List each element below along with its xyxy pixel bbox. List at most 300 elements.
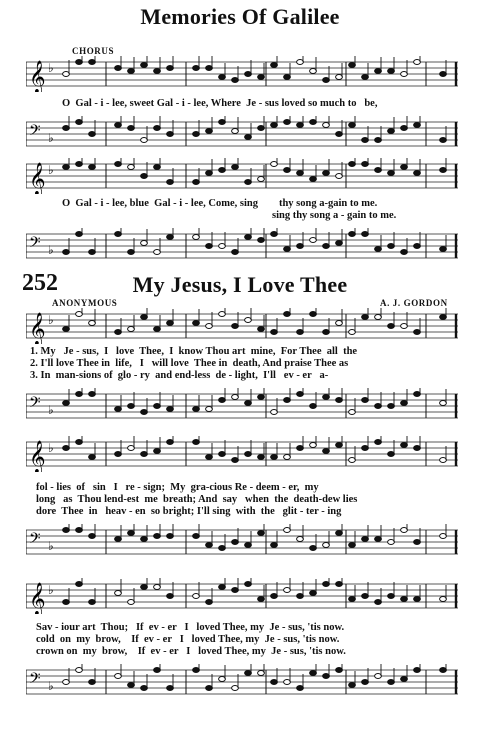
- note-head: [284, 75, 291, 80]
- flat-icon: ♭: [48, 403, 54, 417]
- note-head: [440, 247, 447, 252]
- note-head: [349, 543, 356, 548]
- note-head: [310, 671, 317, 676]
- note-head: [362, 138, 369, 143]
- note-head: [323, 674, 330, 679]
- note-head: [141, 241, 148, 246]
- bass-clef-icon: 𝄢: [29, 670, 41, 691]
- note-head: [440, 168, 447, 173]
- note-head: [89, 600, 96, 605]
- note-head: [414, 123, 421, 128]
- note-head: [232, 686, 239, 691]
- note-head: [128, 165, 135, 170]
- note-head: [206, 171, 213, 176]
- note-head: [271, 455, 278, 460]
- note-head: [141, 174, 148, 179]
- note-head: [206, 324, 213, 329]
- note-head: [401, 126, 408, 131]
- note-head: [219, 398, 226, 403]
- hymn2-treble-staff-2: [26, 436, 458, 472]
- note-head: [63, 126, 70, 131]
- note-head: [349, 330, 356, 335]
- treble-clef-icon: 𝄞: [29, 582, 46, 614]
- note-head: [167, 321, 174, 326]
- note-head: [193, 407, 200, 412]
- note-head: [245, 582, 252, 587]
- note-head: [414, 540, 421, 545]
- note-head: [89, 60, 96, 65]
- staff-graphic: [26, 388, 458, 424]
- hymn2-bass-staff-1: [26, 388, 458, 424]
- note-head: [258, 671, 265, 676]
- note-head: [89, 392, 96, 397]
- note-head: [284, 528, 291, 533]
- note-head: [271, 123, 278, 128]
- note-head: [414, 392, 421, 397]
- note-head: [128, 683, 135, 688]
- bass-clef-icon: 𝄢: [29, 394, 41, 415]
- note-head: [388, 69, 395, 74]
- hymn1-bass-staff-2: [26, 228, 458, 264]
- hymn1-lyric-line-1: O Gal - i - lee, sweet Gal - i - lee, Where Je - sus loved so much to be,: [62, 98, 378, 109]
- note-head: [388, 404, 395, 409]
- note-head: [219, 452, 226, 457]
- note-head: [258, 177, 265, 182]
- note-head: [128, 327, 135, 332]
- note-head: [362, 162, 369, 167]
- treble-clef-icon: 𝄞: [29, 440, 46, 472]
- note-head: [401, 597, 408, 602]
- note-head: [63, 327, 70, 332]
- note-head: [297, 244, 304, 249]
- note-head: [89, 455, 96, 460]
- note-head: [76, 582, 83, 587]
- note-head: [167, 440, 174, 445]
- note-head: [141, 138, 148, 143]
- note-head: [232, 129, 239, 134]
- flat-icon: ♭: [48, 583, 54, 597]
- note-head: [440, 315, 447, 320]
- note-head: [349, 410, 356, 415]
- hymn1-treble-staff-1: [26, 56, 458, 92]
- note-head: [362, 680, 369, 685]
- hymn2-s3-verse1: Sav - iour art Thou; If ev - er I loved Thee, my Je - sus, 'tis now.: [36, 622, 345, 633]
- hymn2-bass-staff-3: [26, 664, 458, 700]
- note-head: [76, 120, 83, 125]
- note-head: [63, 600, 70, 605]
- note-head: [245, 543, 252, 548]
- note-head: [323, 123, 330, 128]
- hymn2-s2-verse2: long as Thou lend-est me breath; And say when the death-dew lies: [36, 494, 358, 505]
- bass-clef-icon: 𝄢: [29, 530, 41, 551]
- note-head: [271, 680, 278, 685]
- note-head: [310, 312, 317, 317]
- note-head: [401, 250, 408, 255]
- note-head: [388, 540, 395, 545]
- words-credit: ANONYMOUS: [52, 298, 118, 308]
- note-head: [362, 537, 369, 542]
- note-head: [336, 531, 343, 536]
- note-head: [245, 180, 252, 185]
- note-head: [232, 588, 239, 593]
- note-head: [414, 171, 421, 176]
- note-head: [258, 126, 265, 131]
- hymn1-lyric-line-2: O Gal - i - lee, blue Gal - i - lee, Come, sing thy song a-gain to me.: [62, 198, 378, 209]
- note-head: [375, 600, 382, 605]
- note-head: [245, 235, 252, 240]
- chorus-label: CHORUS: [72, 46, 115, 56]
- note-head: [232, 250, 239, 255]
- note-head: [284, 455, 291, 460]
- note-head: [115, 407, 122, 412]
- note-head: [297, 686, 304, 691]
- note-head: [336, 398, 343, 403]
- note-head: [297, 330, 304, 335]
- note-head: [193, 132, 200, 137]
- note-head: [128, 250, 135, 255]
- note-head: [76, 668, 83, 673]
- note-head: [154, 449, 161, 454]
- note-head: [245, 671, 252, 676]
- note-head: [414, 446, 421, 451]
- note-head: [141, 63, 148, 68]
- note-head: [401, 401, 408, 406]
- flat-icon: ♭: [48, 679, 54, 693]
- note-head: [362, 398, 369, 403]
- hymn2-treble-staff-1: [26, 308, 458, 344]
- note-head: [284, 588, 291, 593]
- note-head: [89, 321, 96, 326]
- note-head: [193, 235, 200, 240]
- staff-graphic: [26, 158, 458, 194]
- note-head: [323, 395, 330, 400]
- note-head: [206, 66, 213, 71]
- hymn2-s1-verse3: 3. In man-sions of glo - ry and end-less de - light, I'll ev - er a-: [30, 370, 329, 381]
- note-head: [154, 69, 161, 74]
- note-head: [362, 232, 369, 237]
- flat-icon: ♭: [48, 61, 54, 75]
- note-head: [89, 680, 96, 685]
- note-head: [336, 443, 343, 448]
- note-head: [193, 594, 200, 599]
- note-head: [76, 440, 83, 445]
- flat-icon: ♭: [48, 441, 54, 455]
- note-head: [232, 458, 239, 463]
- note-head: [388, 129, 395, 134]
- note-head: [115, 591, 122, 596]
- note-head: [76, 528, 83, 533]
- note-head: [193, 534, 200, 539]
- note-head: [258, 395, 265, 400]
- note-head: [115, 66, 122, 71]
- note-head: [362, 75, 369, 80]
- note-head: [375, 674, 382, 679]
- note-head: [297, 446, 304, 451]
- note-head: [401, 443, 408, 448]
- note-head: [349, 123, 356, 128]
- flat-icon: ♭: [48, 243, 54, 257]
- note-head: [375, 247, 382, 252]
- note-head: [414, 668, 421, 673]
- note-head: [310, 591, 317, 596]
- note-head: [206, 686, 213, 691]
- note-head: [232, 324, 239, 329]
- note-head: [440, 401, 447, 406]
- note-head: [375, 138, 382, 143]
- note-head: [76, 60, 83, 65]
- note-head: [349, 597, 356, 602]
- note-head: [232, 395, 239, 400]
- note-head: [128, 69, 135, 74]
- note-head: [245, 318, 252, 323]
- note-head: [141, 537, 148, 542]
- note-head: [219, 168, 226, 173]
- note-head: [115, 232, 122, 237]
- note-head: [323, 244, 330, 249]
- note-head: [349, 458, 356, 463]
- note-head: [115, 674, 122, 679]
- note-head: [193, 321, 200, 326]
- note-head: [167, 180, 174, 185]
- staff-graphic: [26, 578, 458, 614]
- note-head: [414, 60, 421, 65]
- note-head: [167, 132, 174, 137]
- note-head: [401, 165, 408, 170]
- note-head: [284, 247, 291, 252]
- note-head: [310, 404, 317, 409]
- note-head: [115, 452, 122, 457]
- note-head: [206, 407, 213, 412]
- note-head: [219, 546, 226, 551]
- note-head: [141, 686, 148, 691]
- note-head: [219, 585, 226, 590]
- note-head: [141, 315, 148, 320]
- note-head: [89, 534, 96, 539]
- note-head: [63, 401, 70, 406]
- note-head: [154, 126, 161, 131]
- hymn2-bass-staff-2: [26, 524, 458, 560]
- treble-clef-icon: 𝄞: [29, 162, 46, 194]
- note-head: [206, 455, 213, 460]
- note-head: [206, 543, 213, 548]
- note-head: [167, 235, 174, 240]
- note-head: [349, 232, 356, 237]
- note-head: [115, 330, 122, 335]
- note-head: [388, 324, 395, 329]
- note-head: [154, 404, 161, 409]
- note-head: [219, 75, 226, 80]
- note-head: [388, 244, 395, 249]
- staff-graphic: [26, 228, 458, 264]
- hymn2-s1-verse2: 2. I'll love Thee in life, I will love Thee in death, And praise Thee as: [30, 358, 349, 369]
- note-head: [89, 250, 96, 255]
- note-head: [258, 597, 265, 602]
- note-head: [232, 540, 239, 545]
- note-head: [258, 327, 265, 332]
- note-head: [440, 668, 447, 673]
- note-head: [271, 162, 278, 167]
- note-head: [440, 597, 447, 602]
- flat-icon: ♭: [48, 313, 54, 327]
- note-head: [128, 446, 135, 451]
- note-head: [336, 668, 343, 673]
- hymn2-s2-verse3: dore Thee in heav - en so bright; I'll sing with the glit - ter - ing: [36, 506, 342, 517]
- note-head: [258, 238, 265, 243]
- note-head: [323, 582, 330, 587]
- hymn1-lyric-line-3: sing thy song a - gain to me.: [272, 210, 397, 221]
- note-head: [336, 321, 343, 326]
- note-head: [245, 135, 252, 140]
- note-head: [63, 165, 70, 170]
- hymn2-s3-verse2: cold on my brow, If ev - er I loved Thee, my Je - sus, 'tis now.: [36, 634, 340, 645]
- note-head: [219, 677, 226, 682]
- note-head: [323, 449, 330, 454]
- note-head: [89, 165, 96, 170]
- note-head: [128, 126, 135, 131]
- note-head: [258, 531, 265, 536]
- note-head: [206, 129, 213, 134]
- note-head: [414, 597, 421, 602]
- staff-graphic: [26, 524, 458, 560]
- note-head: [63, 528, 70, 533]
- note-head: [297, 123, 304, 128]
- note-head: [167, 686, 174, 691]
- note-head: [310, 177, 317, 182]
- note-head: [414, 244, 421, 249]
- note-head: [323, 171, 330, 176]
- note-head: [154, 534, 161, 539]
- note-head: [310, 546, 317, 551]
- note-head: [154, 250, 161, 255]
- note-head: [362, 594, 369, 599]
- hymn1-bass-staff-1: [26, 116, 458, 152]
- hymn2-s2-verse1: fol - lies of sin I re - sign; My gra-cious Re - deem - er, my: [36, 482, 319, 493]
- note-head: [154, 165, 161, 170]
- note-head: [206, 244, 213, 249]
- note-head: [167, 407, 174, 412]
- note-head: [401, 677, 408, 682]
- note-head: [388, 594, 395, 599]
- note-head: [271, 330, 278, 335]
- note-head: [245, 401, 252, 406]
- note-head: [401, 324, 408, 329]
- note-head: [89, 132, 96, 137]
- note-head: [297, 171, 304, 176]
- note-head: [76, 392, 83, 397]
- note-head: [245, 452, 252, 457]
- flat-icon: ♭: [48, 163, 54, 177]
- hymn2-treble-staff-3: [26, 578, 458, 614]
- note-head: [297, 60, 304, 65]
- flat-icon: ♭: [48, 131, 54, 145]
- note-head: [154, 668, 161, 673]
- note-head: [297, 537, 304, 542]
- flat-icon: ♭: [48, 539, 54, 553]
- note-head: [310, 69, 317, 74]
- note-head: [258, 75, 265, 80]
- note-head: [76, 232, 83, 237]
- note-head: [219, 120, 226, 125]
- note-head: [401, 72, 408, 77]
- note-head: [271, 232, 278, 237]
- note-head: [297, 594, 304, 599]
- note-head: [375, 315, 382, 320]
- note-head: [167, 594, 174, 599]
- note-head: [323, 330, 330, 335]
- note-head: [271, 410, 278, 415]
- bass-clef-icon: 𝄢: [29, 122, 41, 143]
- note-head: [440, 72, 447, 77]
- note-head: [362, 446, 369, 451]
- note-head: [193, 668, 200, 673]
- note-head: [297, 392, 304, 397]
- note-head: [128, 404, 135, 409]
- note-head: [284, 120, 291, 125]
- note-head: [193, 180, 200, 185]
- staff-graphic: [26, 436, 458, 472]
- note-head: [206, 600, 213, 605]
- note-head: [414, 330, 421, 335]
- music-credit: A. J. GORDON: [380, 298, 448, 308]
- note-head: [388, 452, 395, 457]
- note-head: [310, 238, 317, 243]
- note-head: [375, 69, 382, 74]
- note-head: [375, 168, 382, 173]
- note-head: [388, 171, 395, 176]
- note-head: [258, 455, 265, 460]
- note-head: [219, 244, 226, 249]
- note-head: [349, 162, 356, 167]
- note-head: [115, 162, 122, 167]
- note-head: [193, 66, 200, 71]
- note-head: [440, 534, 447, 539]
- hymn1-treble-staff-2: [26, 158, 458, 194]
- note-head: [310, 120, 317, 125]
- note-head: [349, 63, 356, 68]
- hymn2-number: 252: [22, 270, 58, 296]
- note-head: [232, 78, 239, 83]
- note-head: [167, 66, 174, 71]
- note-head: [362, 315, 369, 320]
- note-head: [336, 174, 343, 179]
- hymn2-title: My Jesus, I Love Thee: [132, 272, 348, 297]
- note-head: [154, 585, 161, 590]
- note-head: [401, 528, 408, 533]
- note-head: [63, 72, 70, 77]
- note-head: [323, 543, 330, 548]
- note-head: [232, 165, 239, 170]
- note-head: [154, 327, 161, 332]
- note-head: [141, 585, 148, 590]
- note-head: [271, 63, 278, 68]
- note-head: [63, 680, 70, 685]
- note-head: [323, 78, 330, 83]
- note-head: [440, 458, 447, 463]
- note-head: [284, 312, 291, 317]
- treble-clef-icon: 𝄞: [29, 60, 46, 92]
- staff-graphic: [26, 116, 458, 152]
- note-head: [440, 138, 447, 143]
- note-head: [141, 410, 148, 415]
- note-head: [336, 241, 343, 246]
- note-head: [63, 250, 70, 255]
- bass-clef-icon: 𝄢: [29, 234, 41, 255]
- note-head: [349, 683, 356, 688]
- hymn2-s1-verse1: 1. My Je - sus, I love Thee, I know Thou art mine, For Thee all the: [30, 346, 358, 357]
- treble-clef-icon: 𝄞: [29, 312, 46, 344]
- note-head: [271, 594, 278, 599]
- note-head: [284, 680, 291, 685]
